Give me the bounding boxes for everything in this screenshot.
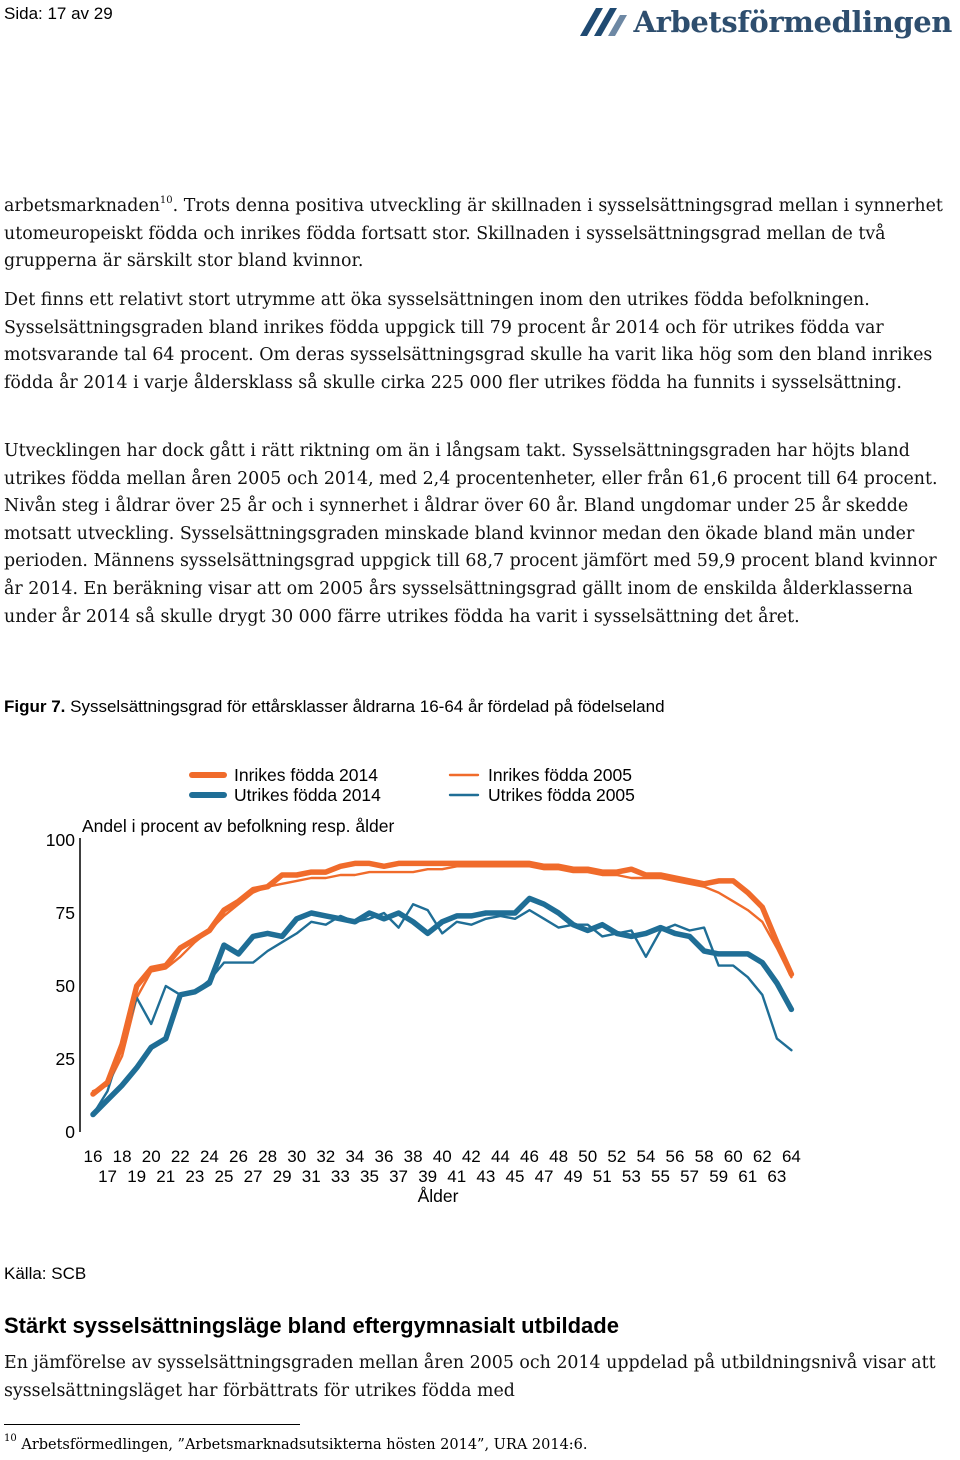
footnote-text: Arbetsförmedlingen, ”Arbetsmarknadsutsikterna hösten 2014”, URA 2014:6. — [16, 1437, 588, 1453]
y-tick-label: 100 — [45, 830, 75, 850]
chart-legend — [192, 765, 635, 805]
x-tick-label: 28 — [258, 1147, 278, 1166]
x-tick-label: 45 — [505, 1167, 525, 1186]
chart-y-axis-label: Andel i procent av befolkning resp. ålder — [82, 816, 395, 836]
x-tick-label: 62 — [752, 1147, 772, 1166]
x-tick-label: 58 — [694, 1147, 714, 1166]
page-number: Sida: 17 av 29 — [4, 4, 113, 23]
legend-label: Utrikes födda 2014 — [234, 785, 381, 805]
x-tick-label: 56 — [665, 1147, 685, 1166]
body-paragraph-2 — [4, 287, 950, 397]
legend-label: Utrikes födda 2005 — [488, 785, 635, 805]
x-tick-label: 42 — [461, 1147, 481, 1166]
para1-text-end: . Trots denna positiva utveckling är skillnaden i sysselsättningsgrad mellan i synnerhet utomeuropeiskt födda och inrikes födda fortsatt stor. Skillnaden i sysselsättningsgrad mellan de två grupperna är särskilt stor bland kvinnor. — [4, 196, 943, 272]
para2-text: Det finns ett relativt stort utrymme att öka sysselsättningen inom den utrikes födda befolkningen. Sysselsättningsgraden bland inrikes födda uppgick till 79 procent år 2014 och för utrikes födda var motsvarande tal 64 procent. Om deras sysselsättningsgrad skulle ha varit lika hög som den bland inrikes födda år 2014 i varje åldersklass så skulle cirka 225 000 fler utrikes födda ha funnits i sysselsättning. — [4, 290, 933, 393]
x-tick-label: 36 — [374, 1147, 394, 1166]
x-tick-label: 35 — [359, 1167, 379, 1186]
x-tick-label: 60 — [723, 1147, 743, 1166]
y-tick-label: 25 — [55, 1049, 75, 1069]
x-tick-label: 40 — [432, 1147, 452, 1166]
x-tick-label: 55 — [650, 1167, 670, 1186]
x-tick-label: 26 — [229, 1147, 248, 1166]
figure-source: Källa: SCB — [4, 1264, 87, 1283]
x-tick-label: 38 — [403, 1147, 423, 1166]
footnote-reference[interactable]: 10 — [159, 195, 173, 206]
x-tick-label: 48 — [549, 1147, 569, 1166]
figure-caption — [4, 697, 665, 717]
x-tick-label: 30 — [287, 1147, 307, 1166]
x-tick-label: 20 — [141, 1147, 161, 1166]
y-tick-label: 0 — [65, 1122, 75, 1142]
y-tick-label: 75 — [55, 903, 75, 923]
employment-rate-line-chart — [0, 760, 960, 1250]
x-tick-label: 18 — [112, 1147, 132, 1166]
x-tick-label: 34 — [345, 1147, 365, 1166]
x-tick-label: 41 — [447, 1167, 467, 1186]
legend-label: Inrikes födda 2014 — [234, 765, 378, 785]
series-line-inrikes-fodda-2014 — [93, 863, 791, 1094]
series-line-inrikes-fodda-2005 — [93, 866, 791, 1091]
legend-label: Inrikes födda 2005 — [488, 765, 632, 785]
footnote — [4, 1433, 588, 1453]
x-tick-label: 43 — [476, 1167, 496, 1186]
x-tick-label: 57 — [680, 1167, 700, 1186]
body-paragraph-3 — [4, 438, 950, 631]
chart-x-axis-label: Ålder — [417, 1186, 459, 1206]
section-heading: Stärkt sysselsättningsläge bland eftergymnasialt utbildade — [4, 1313, 619, 1338]
logo-wordmark: Arbetsförmedlingen — [633, 5, 952, 39]
y-tick-label: 50 — [55, 976, 75, 996]
x-tick-label: 19 — [127, 1167, 147, 1186]
x-tick-label: 59 — [709, 1167, 729, 1186]
x-tick-label: 47 — [534, 1167, 554, 1186]
figure-label: Figur 7. — [4, 697, 66, 716]
series-line-utrikes-fodda-2014 — [93, 898, 791, 1114]
x-tick-label: 50 — [578, 1147, 598, 1166]
x-tick-label: 23 — [185, 1167, 205, 1186]
chart-y-ticks — [46, 830, 75, 1142]
figure-title: Sysselsättningsgrad för ettårsklasser åldrarna 16-64 år fördelad på födelseland — [70, 697, 665, 716]
x-tick-label: 24 — [199, 1147, 219, 1166]
x-tick-label: 46 — [520, 1147, 539, 1166]
x-tick-label: 17 — [98, 1167, 118, 1186]
x-tick-label: 53 — [621, 1167, 641, 1186]
x-tick-label: 63 — [767, 1167, 787, 1186]
x-tick-label: 25 — [214, 1167, 234, 1186]
chart-series — [93, 863, 791, 1114]
x-tick-label: 27 — [243, 1167, 263, 1186]
x-tick-label: 51 — [592, 1167, 612, 1186]
para3-text: Utvecklingen har dock gått i rätt riktning om än i långsam takt. Sysselsättningsgraden har höjts bland utrikes födda mellan åren 2005 och 2014, med 2,4 procentenheter, eller från 61,6 procent till 64 procent. Nivån steg i åldrar över 25 år och i synnerhet i åldrar över 60 år. Bland ungdomar under 25 år skedde motsatt utveckling. Sysselsättningsgraden minskade bland kvinnor medan den ökade bland män under perioden. Männens sysselsättningsgrad uppgick till 68,7 procent jämfört med 59,9 procent bland kvinnor år 2014. En beräkning visar att om 2005 års sysselsättningsgrad gällt inom de enskilda ålderklasserna under år 2014 så skulle drygt 30 000 färre utrikes födda ha varit i sysselsättning det året. — [4, 441, 938, 627]
chart-x-ticks — [84, 1147, 801, 1186]
x-tick-label: 39 — [418, 1167, 438, 1186]
x-tick-label: 52 — [607, 1147, 627, 1166]
x-tick-label: 29 — [272, 1167, 292, 1186]
body-paragraph-1 — [4, 193, 950, 276]
x-tick-label: 64 — [781, 1147, 801, 1166]
x-tick-label: 49 — [563, 1167, 583, 1186]
body-paragraph-4 — [4, 1350, 950, 1405]
x-tick-label: 16 — [83, 1147, 103, 1166]
x-tick-label: 22 — [170, 1147, 190, 1166]
x-tick-label: 61 — [738, 1167, 758, 1186]
x-tick-label: 32 — [316, 1147, 336, 1166]
logo-mark-icon — [578, 2, 628, 42]
x-tick-label: 44 — [490, 1147, 510, 1166]
footnote-separator — [4, 1424, 300, 1425]
x-tick-label: 31 — [301, 1167, 321, 1186]
x-tick-label: 54 — [636, 1147, 656, 1166]
x-tick-label: 37 — [389, 1167, 409, 1186]
para4-text: En jämförelse av sysselsättningsgraden mellan åren 2005 och 2014 uppdelad på utbildningsnivå visar att sysselsättningsläget har förbättrats för utrikes födda med — [4, 1353, 936, 1401]
x-tick-label: 21 — [156, 1167, 176, 1186]
arbetsformedlingen-logo — [578, 2, 952, 42]
para1-text-start: arbetsmarknaden — [4, 196, 160, 216]
x-tick-label: 33 — [330, 1167, 350, 1186]
footnote-number: 10 — [4, 1433, 17, 1444]
